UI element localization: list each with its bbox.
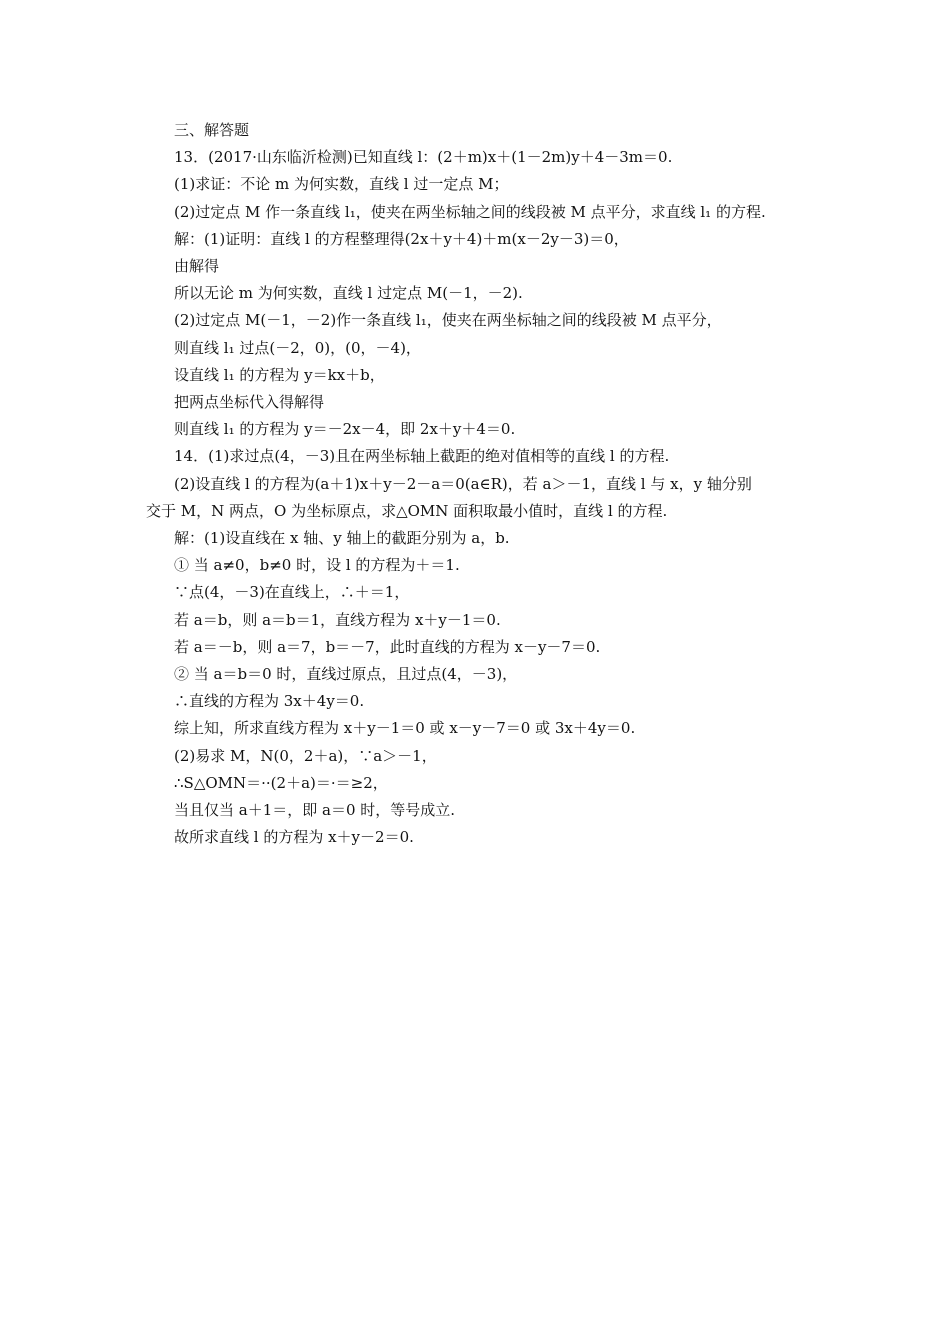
solution-13-line-8: 则直线 l₁ 的方程为 y＝－2x－4，即 2x＋y＋4＝0. (174, 420, 516, 439)
solution-13-line-4: (2)过定点 M(－1，－2)作一条直线 l₁，使夹在两坐标轴之间的线段被 M 点平分， (174, 311, 722, 330)
solution-14-line-4: 若 a＝b，则 a＝b＝1，直线方程为 x＋y－1＝0. (174, 610, 501, 629)
solution-14-line-10: ∴S△OMN＝··(2＋a)＝·＝≥2， (174, 773, 388, 792)
problem-14-part-2-line-1: (2)设直线 l 的方程为(a＋1)x＋y－2－a＝0(a∈R)，若 a＞－1，直线 l 与 x，y 轴分别 (174, 474, 752, 493)
problem-14-part-1: 14．(1)求过点(4，－3)且在两坐标轴上截距的绝对值相等的直线 l 的方程. (174, 447, 670, 466)
section-title: 三、解答题 (174, 121, 250, 139)
problem-13-statement: 13．(2017·山东临沂检测)已知直线 l：(2＋m)x＋(1－2m)y＋4－3m＝0. (174, 148, 673, 167)
solution-14-line-11: 当且仅当 a＋1＝，即 a＝0 时，等号成立. (174, 801, 456, 820)
solution-13-line-2: 由解得 (174, 257, 220, 276)
problem-13-part-1: (1)求证：不论 m 为何实数，直线 l 过一定点 M； (174, 175, 509, 194)
solution-14-line-3: ∵点(4，－3)在直线上，∴＋＝1， (174, 583, 410, 602)
solution-13-line-1: 解：(1)证明：直线 l 的方程整理得(2x＋y＋4)＋m(x－2y－3)＝0， (174, 229, 629, 248)
solution-14-line-7: ∴直线的方程为 3x＋4y＝0. (174, 692, 365, 711)
solution-14-line-9: (2)易求 M，N(0，2＋a)，∵a＞－1， (174, 746, 437, 765)
solution-14-line-1: 解：(1)设直线在 x 轴、y 轴上的截距分别为 a，b. (174, 529, 510, 548)
solution-13-line-6: 设直线 l₁ 的方程为 y＝kx＋b， (174, 365, 385, 384)
problem-13-part-2: (2)过定点 M 作一条直线 l₁，使夹在两坐标轴之间的线段被 M 点平分，求直线 l₁ 的方程. (174, 202, 766, 221)
solution-14-line-5: 若 a＝－b，则 a＝7，b＝－7，此时直线的方程为 x－y－7＝0. (174, 637, 601, 656)
solution-14-line-6: ② 当 a＝b＝0 时，直线过原点，且过点(4，－3)， (174, 665, 518, 684)
solution-14-line-2: ① 当 a≠0，b≠0 时，设 l 的方程为＋＝1. (174, 556, 460, 575)
solution-13-line-5: 则直线 l₁ 过点(－2，0)，(0，－4)， (174, 338, 421, 357)
solution-14-line-12: 故所求直线 l 的方程为 x＋y－2＝0. (174, 828, 414, 847)
solution-13-line-3: 所以无论 m 为何实数，直线 l 过定点 M(－1，－2). (174, 284, 523, 303)
problem-14-part-2-line-2: 交于 M，N 两点，O 为坐标原点，求△OMN 面积取最小值时，直线 l 的方程. (146, 501, 668, 520)
solution-13-line-7: 把两点坐标代入得解得 (174, 393, 325, 412)
document-body (146, 117, 826, 851)
solution-14-line-8: 综上知，所求直线方程为 x＋y－1＝0 或 x－y－7＝0 或 3x＋4y＝0. (174, 719, 636, 738)
